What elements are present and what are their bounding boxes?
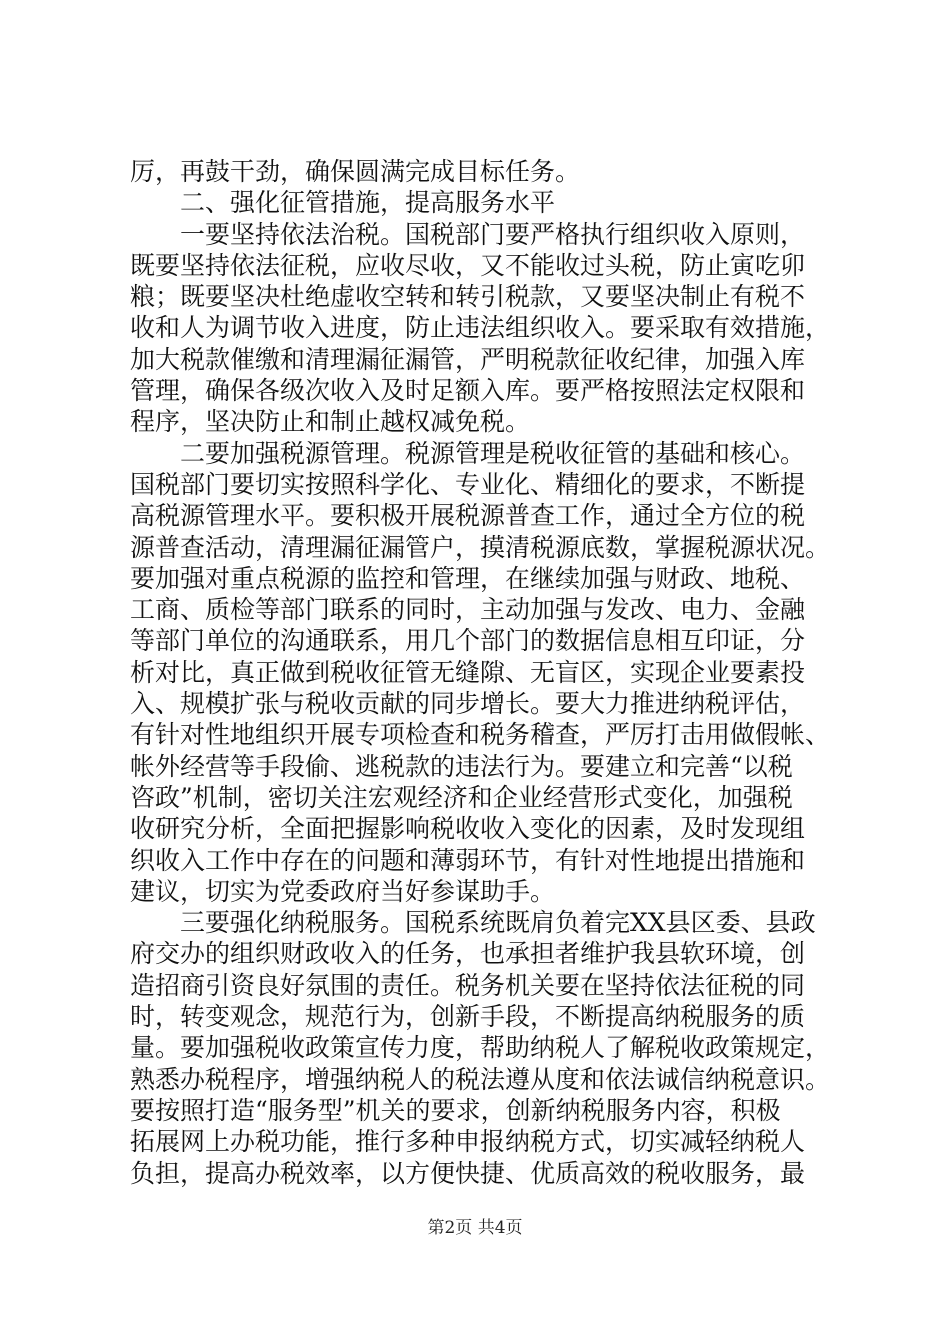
text-line: 拓展网上办税功能，推行多种申报纳税方式，切实减轻纳税人 [130,1127,806,1157]
text-line: 一要坚持依法治税。国税部门要严格执行组织收入原则， [130,219,806,249]
text-line: 熟悉办税程序，增强纳税人的税法遵从度和依法诚信纳税意识。 [130,1064,830,1094]
text-line: 粮；既要坚决杜绝虚收空转和转引税款，又要坚决制止有税不 [130,282,806,312]
text-line: 程序，坚决防止和制止越权减免税。 [130,407,531,437]
text-line: 建议，切实为党委政府当好参谋助手。 [130,876,556,906]
text-line: 既要坚持依法征税，应收尽收，又不能收过头税，防止寅吃卯 [130,250,806,280]
text-line: 时，转变观念，规范行为，创新手段，不断提高纳税服务的质 [130,1002,806,1032]
text-line: 管理，确保各级次收入及时足额入库。要严格按照法定权限和 [130,376,806,406]
text-line: 等部门单位的沟通联系，用几个部门的数据信息相互印证，分 [130,626,806,656]
text-line: 有针对性地组织开展专项检查和税务稽查，严厉打击用做假帐、 [130,720,830,750]
text-line: 咨政”机制，密切关注宏观经济和企业经营形式变化，加强税 [130,782,793,812]
body-text [130,156,830,1189]
text-line: 收和人为调节收入进度，防止违法组织收入。要采取有效措施， [130,313,830,343]
text-line: 要按照打造“服务型”机关的要求，创新纳税服务内容，积极 [130,1095,781,1125]
page-footer: 第2页 共4页 [427,1218,523,1238]
text-line: 工商、质检等部门联系的同时，主动加强与发改、电力、金融 [130,595,806,625]
text-line: 国税部门要切实按照科学化、专业化、精细化的要求，不断提 [130,469,806,499]
text-line: 要加强对重点税源的监控和管理，在继续加强与财政、地税、 [130,563,806,593]
text-line: 负担，提高办税效率，以方便快捷、优质高效的税收服务，最 [130,1158,806,1188]
text-line: 量。要加强税收政策宣传力度，帮助纳税人了解税收政策规定， [130,1033,830,1063]
text-line: 加大税款催缴和清理漏征漏管，严明税款征收纪律，加强入库 [130,344,806,374]
text-line: 厉，再鼓干劲，确保圆满完成目标任务。 [130,157,581,186]
text-line: 入、规模扩张与税收贡献的同步增长。要大力推进纳税评估， [130,689,806,719]
text-line: 二、强化征管措施，提高服务水平 [130,188,556,218]
text-line: 收研究分析，全面把握影响税收收入变化的因素，及时发现组 [130,814,806,844]
text-line: 府交办的组织财政收入的任务，也承担者维护我县软环境，创 [130,939,806,969]
text-line: 三要强化纳税服务。国税系统既肩负着完XX县区委、县政 [130,908,816,938]
text-line: 高税源管理水平。要积极开展税源普查工作，通过全方位的税 [130,501,806,531]
text-line: 二要加强税源管理。税源管理是税收征管的基础和核心。 [130,438,806,468]
text-line: 造招商引资良好氛围的责任。税务机关要在坚持依法征税的同 [130,970,806,1000]
text-line: 帐外经营等手段偷、逃税款的违法行为。要建立和完善“以税 [130,751,793,781]
text-line: 析对比，真正做到税收征管无缝隙、无盲区，实现企业要素投 [130,657,806,687]
text-line: 源普查活动，清理漏征漏管户，摸清税源底数，掌握税源状况。 [130,532,830,562]
text-line: 织收入工作中存在的问题和薄弱环节，有针对性地提出措施和 [130,845,806,875]
